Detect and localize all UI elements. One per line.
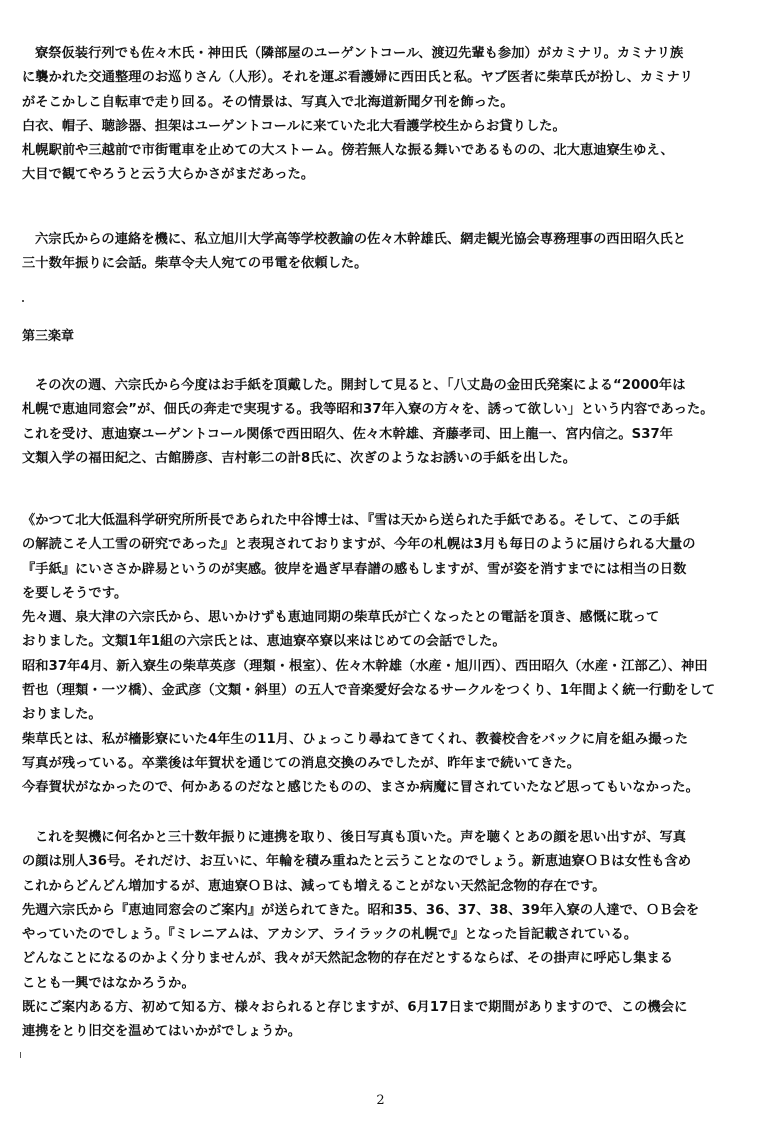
text-line: これからどんどん増加するが、恵迪寮ＯＢは、減っても増えることがない天然記念物的存在です。 <box>22 878 606 894</box>
scan-speck <box>20 1052 21 1058</box>
paragraph-letter-received <box>22 374 744 471</box>
paragraph-invitation-letter <box>22 509 744 801</box>
text-line: に襲かれた交通整理のお巡りさん（人形）。それを運ぶ看護婦に西田氏と私。ヤブ医者に柴草氏が扮し、カミナリ <box>22 70 694 86</box>
text-line: これを受け、恵迪寮ユーゲントコール関係で西田昭久、佐々木幹雄、斉藤孝司、田上龍一、宮内信之。S37年 <box>22 426 674 442</box>
text-line: がそこかしこ自転車で走り回る。その情景は、写真入で北海道新聞夕刊を飾った。 <box>22 94 514 110</box>
text-line: 柴草氏とは、私が檣影寮にいた4年生の11月、ひょっこり尋ねてきてくれ、教養校舎をバックに肩を組み撮った <box>22 731 689 747</box>
text-line: 先々週、泉大津の六宗氏から、思いかけずも恵迪同期の柴草氏が亡くなったとの電話を頂き、感慨に耽って <box>22 610 660 626</box>
text-line: 文類入学の福田紀之、古館勝彦、吉村彰二の計8氏に、次ぎのようなお誘いの手紙を出した。 <box>22 450 577 466</box>
text-line: これを契機に何名かと三十数年振りに連携を取り、後日写真も頂いた。声を聴くとあの顔を思い出すが、写真 <box>35 830 687 845</box>
text-line: 寮祭仮装行列でも佐々木氏・神田氏（隣部屋のユーゲントコール、渡辺先輩も参加）がカミナリ。カミナリ族 <box>35 46 684 61</box>
text-line: どんなことになるのかよく分りませんが、我々が天然記念物的存在だとするならば、その掛声に呼応し集まる <box>22 951 674 967</box>
section-heading: 第三楽章 <box>22 329 75 344</box>
text-line: おりました。 <box>22 707 102 723</box>
text-line: 札幌駅前や三越前で市街電車を止めての大ストーム。傍若無人な振る舞いであるものの、北大恵迪寮生ゆえ、 <box>22 143 674 159</box>
text-line: 『手紙』にいささか辟易というのが実感。彼岸を過ぎ早春譜の感もしますが、雪が姿を消すまでには相当の日数 <box>22 561 687 577</box>
paragraph-contact <box>22 228 744 277</box>
paragraph-parade <box>22 42 744 188</box>
text-line: 写真が残っている。卒業後は年賀状を通じての消息交換のみでしたが、昨年まで続いてきた。 <box>22 755 581 771</box>
text-line: 三十数年振りに会話。柴草令夫人宛ての弔電を依頼した。 <box>22 256 368 272</box>
text-line: 札幌で恵迪同窓会”が、佃氏の奔走で実現する。我等昭和37年入寮の方々を、誘って欲しい」という内容であった。 <box>22 402 714 418</box>
text-line: を要しそうです。 <box>22 585 128 601</box>
text-line: 哲也（理類・一ツ橋）、金武彦（文類・斜里）の五人で音楽愛好会なるサークルをつくり、1年間よく統一行動をして <box>22 683 716 699</box>
scan-speck <box>22 300 24 302</box>
text-line: 六宗氏からの連絡を機に、私立旭川大学高等学校教諭の佐々木幹雄氏、網走観光協会専務理事の西田昭久氏と <box>35 232 687 247</box>
text-line: 連携をとり旧交を温めてはいかがでしょうか。 <box>22 1024 302 1040</box>
text-line: 昭和37年4月、新入寮生の柴草英彦（理類・根室）、佐々木幹雄（水産・旭川西）、西田昭久（水産・江部乙）、神田 <box>22 658 708 674</box>
text-line: 既にご案内ある方、初めて知る方、様々おられると存じますが、6月17日まで期間がありますので、この機会に <box>22 1000 688 1016</box>
text-line: 今春賀状がなかったので、何かあるのだなと感じたものの、まさか病魔に冒されていたなど思ってもいなかった。 <box>22 780 699 796</box>
text-line: ことも一興ではなかろうか。 <box>22 975 195 991</box>
text-line: 白衣、帽子、聴診器、担架はユーゲントコールに来ていた北大看護学校生からお貸りした。 <box>22 118 566 134</box>
page-number: 2 <box>376 1093 385 1108</box>
text-line: おりました。文類1年1組の六宗氏とは、恵迪寮卒寮以来はじめての会話でした。 <box>22 634 506 650</box>
text-line: の顔は別人36号。それだけ、お互いに、年輪を積み重ねたと云うことなのでしょう。新恵迪寮ＯＢは女性も含め <box>22 854 692 870</box>
text-line: その次の週、六宗氏から今度はお手紙を頂戴した。開封して見ると、「八丈島の金田氏発案による“2000年は <box>35 378 686 393</box>
text-line: 先週六宗氏から『恵迪同窓会のご案内』が送られてきた。昭和35、36、37、38、39年入寮の人達で、ＯＢ会を <box>22 902 700 918</box>
paragraph-reunion <box>22 826 744 1045</box>
text-line: の解読こそ人工雪の研究であった』と表現されておりますが、今年の札幌は3月も毎日のように届けられる大量の <box>22 537 696 553</box>
text-line: やっていたのでしょう。『ミレニアムは、アカシア、ライラックの札幌で』となった旨記載されている。 <box>22 927 638 943</box>
text-line: 《かつて北大低温科学研究所所長であられた中谷博士は、『雪は天から送られた手紙である。そして、この手紙 <box>22 513 680 528</box>
text-line: 大目で観てやろうと云う大らかさがまだあった。 <box>22 167 315 183</box>
